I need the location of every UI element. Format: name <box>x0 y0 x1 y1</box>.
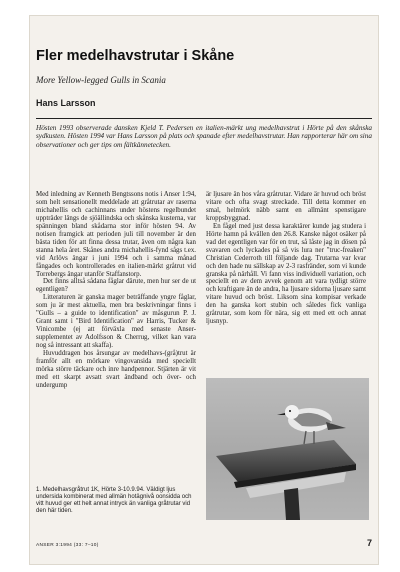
photo-caption: 1. Medelhavsgråtrut 1K, Hörte 3-10.9.94. Väldigt ljus undersida kombinerat med allmän hotägnivå oonsidda och vitt huvud ger ett helt annat intryck än vanliga gråtrutar vid den här tiden. <box>36 487 192 514</box>
article-title: Fler medelhavstrutar i Skåne <box>36 48 235 64</box>
article-abstract: Hösten 1993 observerade dansken Kjeld T. Pedersen en italien-märkt ung medelhavstrut i Hörte på den skånska sydkusten. Hösten 1994 var Hans Larsson på plats och spanade efter medelhavstrutar. Han rapporterar här om sina observationer och ger tips om fältkännetecken. <box>36 124 372 149</box>
paragraph: är ljusare än hos våra gråtrutar. Vidare är huvud och bröst vitare och ofta svagt streckade. Till detta kommer en smal, helmörk näbb samt en allmänt spenstigare kroppsbyggnad. <box>206 191 366 222</box>
journal-page <box>30 16 378 564</box>
paragraph: En fågel med just dessa karaktärer kunde jag studera i Hörte hamn på kvällen den 26.8. Kanske något osäker på vad det egentligen var för en trut, så låste jag in dösen på svavaren och lyckades på så vis lura ner "truc-freaken" Christian Cederroth till följande dag. Trutarna var kvar och den hade nu sällskap av 2-3 rasfränder, som vi kunde granska på närhåll. Vi fann viss individuell variation, och speciellt en av dem avvek genom att vara tydligt större och kraftigare än de andra, ha ljusare sidorna ljusare samt vitare huvud och bröst. Liksom sina kompisar verkade den ha ganska kort stubin och således fick vanliga gråtrutar, som kom för nära, sig ett med ett och annat ljusnyp. <box>206 222 366 326</box>
body-column-left <box>36 191 196 390</box>
body-column-right <box>206 191 366 326</box>
journal-footer: ANSER 3:1994 (33: 7–10) <box>36 543 99 548</box>
article-author: Hans Larsson <box>36 98 96 108</box>
gull-photo-illustration <box>206 378 369 520</box>
paragraph: Huvuddragen hos årsungar av medelhavs-(grå)trut är framför allt en mörkare vingovansida med speciellt mörka större täckare och inre handpennor. Stjärten är vit med ett skarpt avsatt svart ändband och över- och undergump <box>36 350 196 389</box>
gull-photo <box>206 378 369 520</box>
lamp-pole <box>284 488 300 520</box>
paragraph: Litteraturen är ganska mager beträffande yngre fåglar, som ju är mest aktuella, men bra beskrivningar finns i "Gulls – a guide to identification" av måsgurun P. J. Grant samt i "Bird Identification" av Harris, Tucker & Vinicombe (ej att förväxla med senaste Anser-supplementet av Adolfsson & Cherrug, vilket kan vara nog så intressant att skaffa). <box>36 294 196 350</box>
paragraph: Med inledning av Kenneth Bengtssons notis i Anser 1:94, som helt sensationellt meddelade att gråtrutar av raserna michahellis och cachinnans under höstens regelbundet uppträder längs de sjöällindska och skånska kusterna, var spänningen bland skådarna stor inför hösten 94. Av notisen framgick att perioden juli till november är den bästa tiden för att finna dessa trutar, även om några kan stanna hela året. Skånes andra michahellis-fynd sågs t.ex. vid Arlövs ängar i juni 1994 och i samma månad fångades och kontrollerades en italien-märkt gråtrut vid Torrebergs ängar utanför Staffanstorp. <box>36 191 196 278</box>
gull-icon <box>277 405 346 444</box>
header-divider <box>36 118 372 119</box>
paragraph: Det finns alltså sådana fåglar därute, men hur ser de ut egentligen? <box>36 278 196 294</box>
article-subtitle: More Yellow-legged Gulls in Scania <box>36 75 166 85</box>
page-number: 7 <box>366 538 372 548</box>
